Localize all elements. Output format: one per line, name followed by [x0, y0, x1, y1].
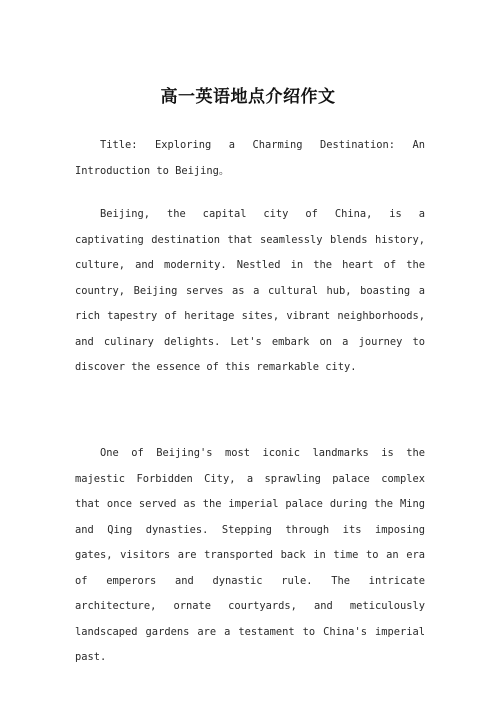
- document-title: 高一英语地点介绍作文: [160, 87, 336, 107]
- paragraph-essay-title: Title: Exploring a Charming Destination: An Introduction to Beijing。: [75, 139, 425, 177]
- paragraph-forbidden-city: One of Beijing's most iconic landmarks is the majestic Forbidden City, a sprawling palace complex that once served as the imperial palace during the Ming and Qing dynasties. Stepping through its imposing gates, visitors are transported back in time to an era of emperors and dynastic rule. The intricate architecture, ornate courtyards, and meticulously landscaped gardens are a testament to China's imperial past.: [75, 447, 425, 663]
- paragraph-intro: Beijing, the capital city of China, is a captivating destination that seamlessly blends history, culture, and modernity. Nestled in the heart of the country, Beijing serves as a cultural hub, boasting a rich tapestry of heritage sites, vibrant neighborhoods, and culinary delights. Let's embark on a journey to discover the essence of this remarkable city.: [75, 208, 425, 373]
